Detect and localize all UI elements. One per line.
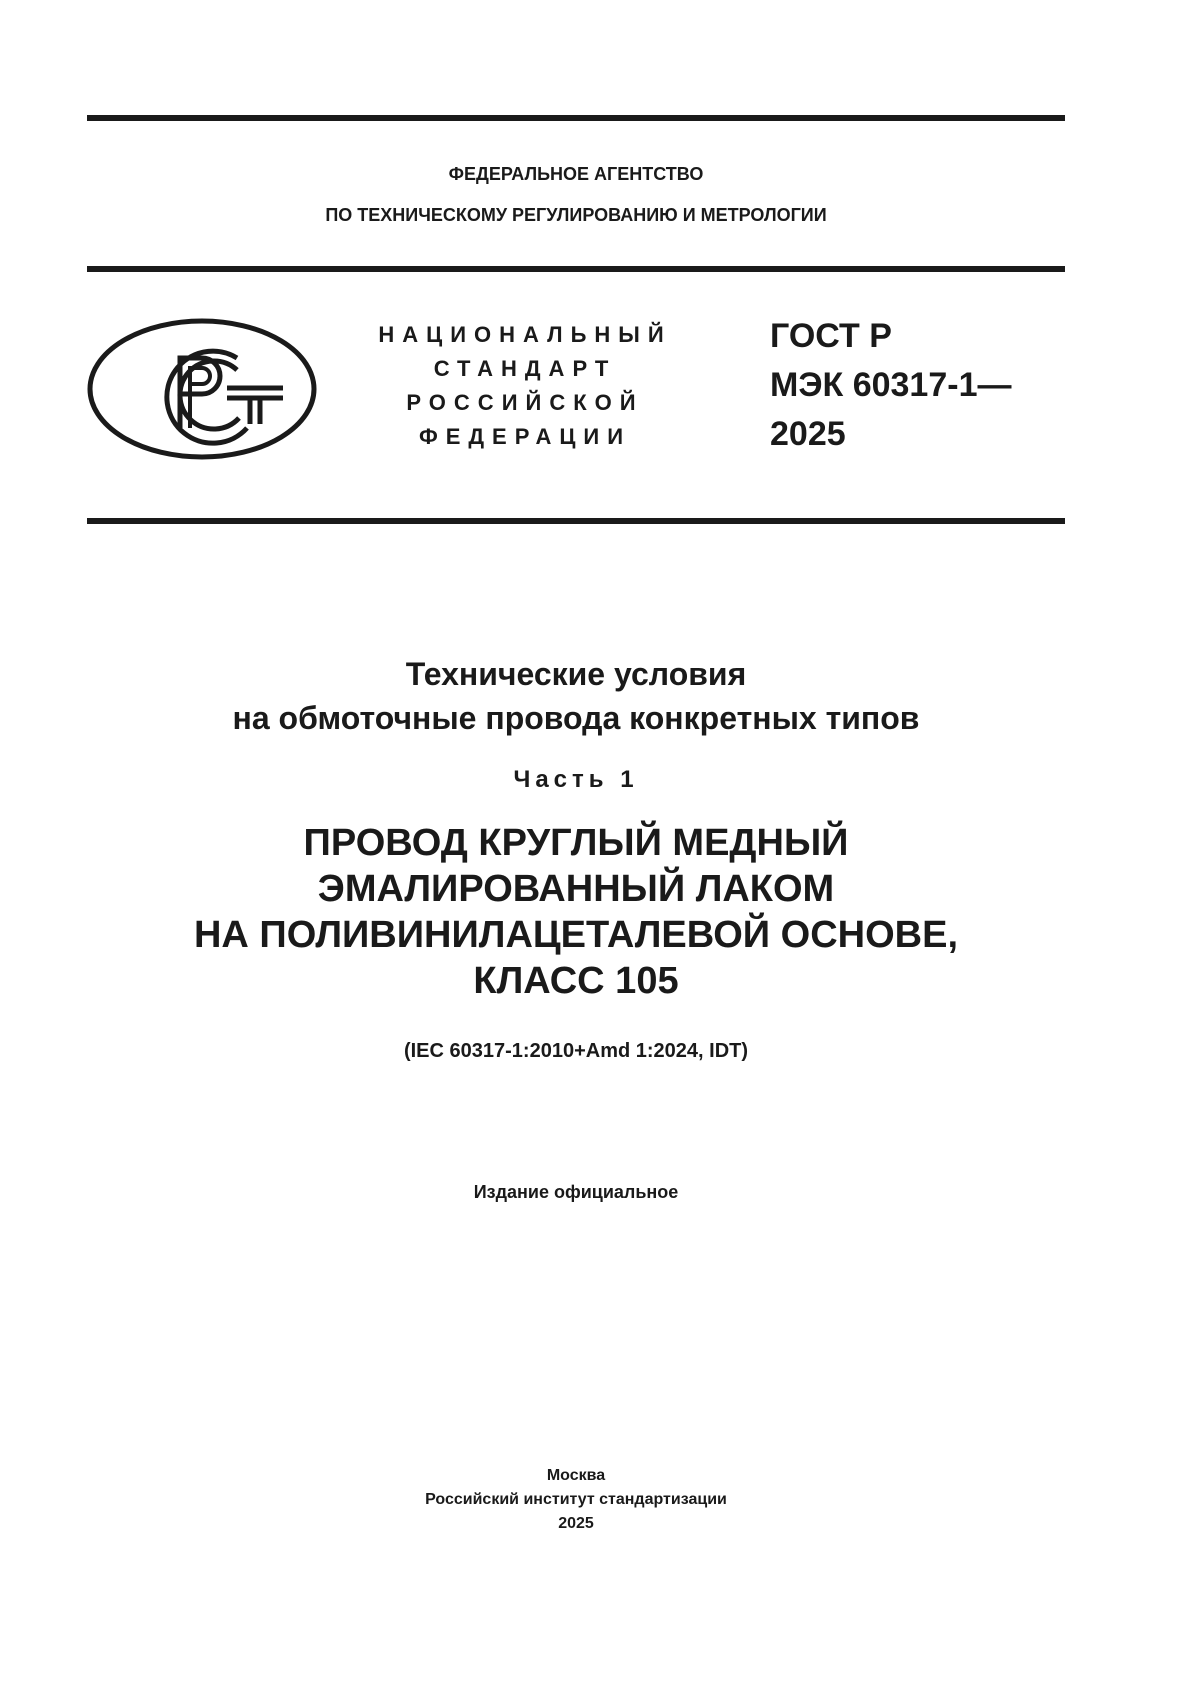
document-title [87, 820, 1065, 1004]
imprint-publisher: Российский институт стандартизации [425, 1491, 727, 1508]
title-line: ПРОВОД КРУГЛЫЙ МЕДНЫЙ [303, 822, 849, 864]
title-line: НА ПОЛИВИНИЛАЦЕТАЛЕВОЙ ОСНОВЕ, [193, 914, 959, 956]
edition-note: Издание официальное [473, 1182, 679, 1202]
iec-reference: (IEC 60317-1:2010+Amd 1:2024, IDT) [403, 1040, 749, 1062]
subtitle-line: Технические условия [405, 656, 747, 692]
designation-line: ГОСТ Р [770, 317, 892, 355]
top-rule [87, 115, 1065, 121]
agency-name-line-1: ФЕДЕРАЛЬНОЕ АГЕНТСТВО [448, 164, 704, 184]
national-line: СТАНДАРТ [433, 356, 617, 381]
document-subtitle [87, 652, 1065, 740]
designation-line: 2025 [770, 415, 846, 453]
agency-name-line-2: ПО ТЕХНИЧЕСКОМУ РЕГУЛИРОВАНИЮ И МЕТРОЛОГИИ [325, 205, 827, 225]
subtitle-line: на обмоточные провода конкретных типов [232, 700, 920, 736]
part-number: Часть 1 [513, 766, 639, 793]
header-bottom-rule [87, 518, 1065, 524]
title-line: ЭМАЛИРОВАННЫЙ ЛАКОМ [317, 868, 835, 910]
national-standard-label [340, 318, 710, 454]
standard-designation [770, 312, 1012, 459]
imprint-city: Москва [546, 1467, 606, 1484]
title-line: КЛАСС 105 [473, 960, 679, 1002]
national-line: РОССИЙСКОЙ [406, 390, 644, 415]
agency-divider-rule [87, 266, 1065, 272]
designation-line: МЭК 60317-1— [770, 366, 1012, 404]
national-line: НАЦИОНАЛЬНЫЙ [378, 322, 672, 347]
national-line: ФЕДЕРАЦИИ [418, 424, 632, 449]
imprint-year: 2025 [558, 1515, 594, 1532]
imprint [87, 1464, 1065, 1536]
rst-certification-emblem-icon [87, 318, 317, 460]
